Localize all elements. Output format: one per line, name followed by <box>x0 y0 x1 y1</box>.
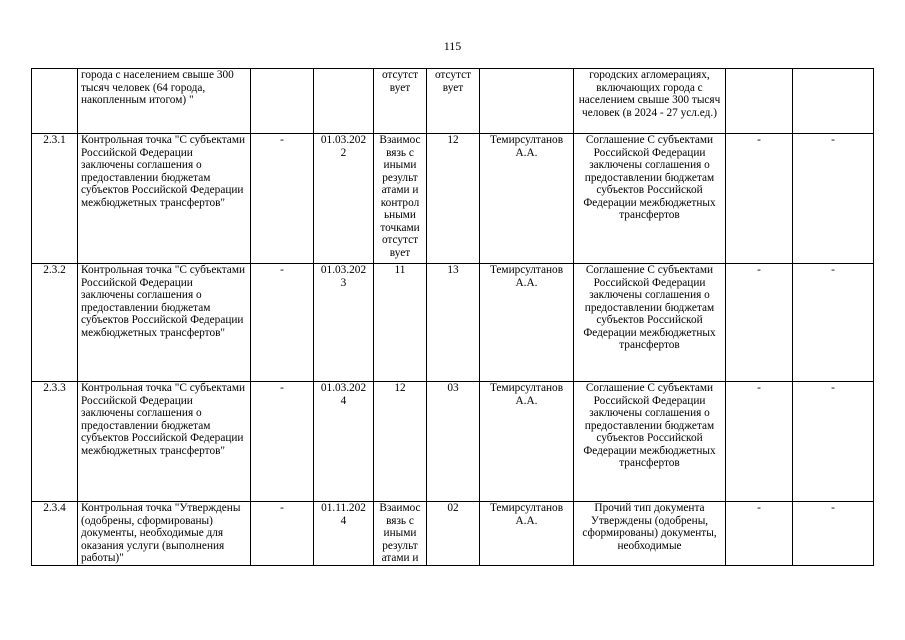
table-row <box>32 264 874 382</box>
base-value: - <box>251 502 314 566</box>
extra-cell-2 <box>793 69 874 134</box>
checkpoint-name: Контрольная точка "С субъектами Российской Федерации заключены соглашения о предоставлении бюджетам субъектов Российской Федерации межбюджетных трансфертов" <box>78 134 251 264</box>
due-date <box>314 69 374 134</box>
checkpoint-name: города с населением свыше 300 тысяч человек (64 города, накопленным итогом) " <box>78 69 251 134</box>
table-row <box>32 69 874 134</box>
value-cell: 02 <box>427 502 480 566</box>
relation-cell: 12 <box>374 382 427 502</box>
relation-cell: Взаимос вязь с иными результ атами и <box>374 502 427 566</box>
checkpoint-name: Контрольная точка "С субъектами Российской Федерации заключены соглашения о предоставлении бюджетам субъектов Российской Федерации межбюджетных трансфертов" <box>78 382 251 502</box>
responsible-person <box>480 69 574 134</box>
document-type: Соглашение С субъектами Российской Федерации заключены соглашения о предоставлении бюджетам субъектов Российской Федерации межбюджетных трансфертов <box>574 382 726 502</box>
base-value: - <box>251 382 314 502</box>
extra-cell-1: - <box>726 502 793 566</box>
extra-cell-2: - <box>793 134 874 264</box>
due-date: 01.11.202 4 <box>314 502 374 566</box>
base-value <box>251 69 314 134</box>
responsible-person: Темирсултанов А.А. <box>480 382 574 502</box>
page-number: 115 <box>443 39 462 53</box>
document-type: городских агломерациях, включающих города с населением свыше 300 тысяч человек (в 2024 - 27 усл.ед.) <box>574 69 726 134</box>
document-type: Соглашение С субъектами Российской Федерации заключены соглашения о предоставлении бюджетам субъектов Российской Федерации межбюджетных трансфертов <box>574 134 726 264</box>
row-number <box>32 69 78 134</box>
due-date: 01.03.202 2 <box>314 134 374 264</box>
extra-cell-2: - <box>793 382 874 502</box>
relation-cell: Взаимос вязь с иными результ атами и контрол ьными точками отсутст вует <box>374 134 427 264</box>
table-row <box>32 502 874 566</box>
relation-cell: 11 <box>374 264 427 382</box>
row-number: 2.3.3 <box>32 382 78 502</box>
table-row <box>32 382 874 502</box>
row-number: 2.3.4 <box>32 502 78 566</box>
extra-cell-2: - <box>793 502 874 566</box>
row-number: 2.3.2 <box>32 264 78 382</box>
responsible-person: Темирсултанов А.А. <box>480 264 574 382</box>
extra-cell-1 <box>726 69 793 134</box>
relation-cell: отсутст вует <box>374 69 427 134</box>
row-number: 2.3.1 <box>32 134 78 264</box>
document-type: Соглашение С субъектами Российской Федерации заключены соглашения о предоставлении бюджетам субъектов Российской Федерации межбюджетных трансфертов <box>574 264 726 382</box>
base-value: - <box>251 264 314 382</box>
checkpoint-name: Контрольная точка "Утверждены (одобрены, сформированы) документы, необходимые для оказания услуги (выполнения работы)" <box>78 502 251 566</box>
extra-cell-1: - <box>726 264 793 382</box>
table-row <box>32 134 874 264</box>
value-cell: отсутст вует <box>427 69 480 134</box>
extra-cell-1: - <box>726 134 793 264</box>
document-type: Прочий тип документа Утверждены (одобрены, сформированы) документы, необходимые <box>574 502 726 566</box>
checkpoint-name: Контрольная точка "С субъектами Российской Федерации заключены соглашения о предоставлении бюджетам субъектов Российской Федерации межбюджетных трансфертов" <box>78 264 251 382</box>
value-cell: 12 <box>427 134 480 264</box>
responsible-person: Темирсултанов А.А. <box>480 502 574 566</box>
value-cell: 03 <box>427 382 480 502</box>
checkpoints-table <box>31 68 874 566</box>
value-cell: 13 <box>427 264 480 382</box>
extra-cell-2: - <box>793 264 874 382</box>
due-date: 01.03.202 3 <box>314 264 374 382</box>
responsible-person: Темирсултанов А.А. <box>480 134 574 264</box>
base-value: - <box>251 134 314 264</box>
extra-cell-1: - <box>726 382 793 502</box>
due-date: 01.03.202 4 <box>314 382 374 502</box>
